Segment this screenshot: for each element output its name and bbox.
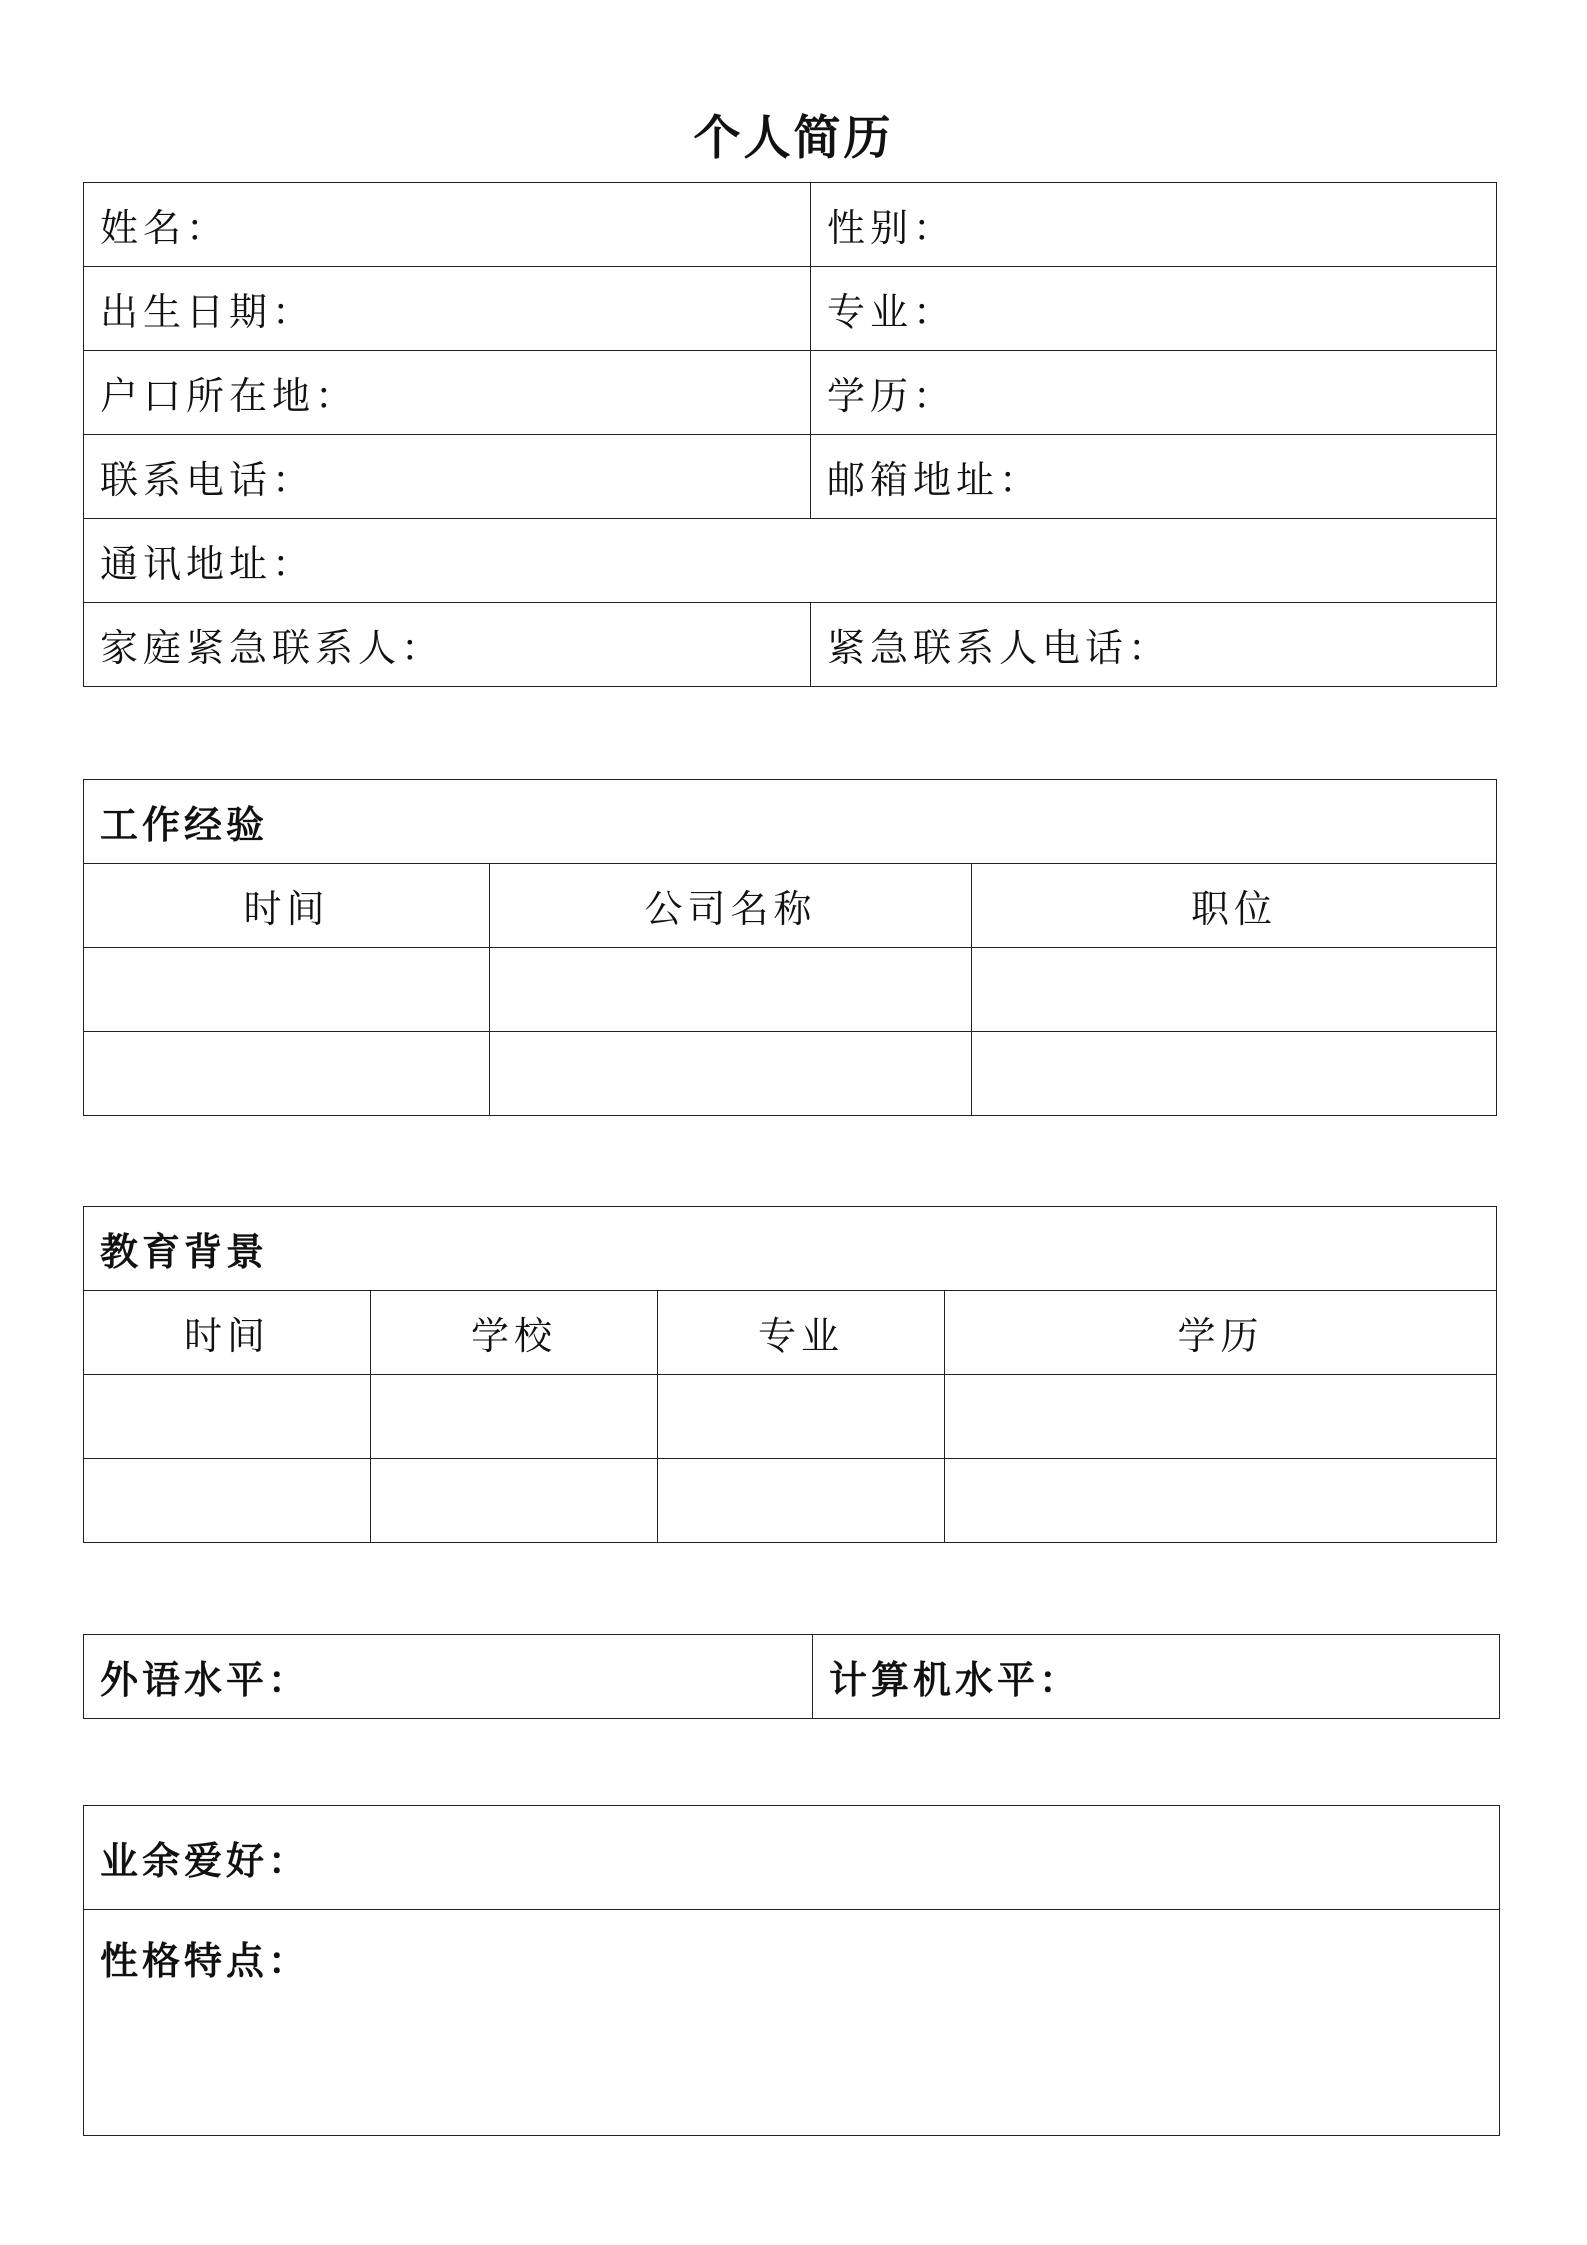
work-col-company: 公司名称 (490, 864, 972, 948)
edu-col-major: 专业 (658, 1291, 945, 1375)
page-title: 个人简历 (693, 111, 894, 166)
emergency-phone-field[interactable]: 紧急联系人电话： (811, 603, 1497, 687)
skills-table (83, 1634, 1500, 1719)
work-col-time: 时间 (84, 864, 490, 948)
education-table (83, 1206, 1497, 1543)
table-row (84, 1032, 1497, 1116)
birth-date-field[interactable]: 出生日期： (84, 267, 811, 351)
work-time-cell[interactable] (84, 1032, 490, 1116)
edu-school-cell[interactable] (371, 1375, 658, 1459)
table-row (84, 1375, 1497, 1459)
table-row (84, 948, 1497, 1032)
character-field[interactable]: 性格特点： (84, 1910, 1500, 2136)
work-section-heading: 工作经验 (84, 780, 1497, 864)
email-field[interactable]: 邮箱地址： (811, 435, 1497, 519)
education-level-field[interactable]: 学历： (811, 351, 1497, 435)
hobbies-field[interactable]: 业余爱好： (84, 1806, 1500, 1910)
work-company-cell[interactable] (490, 948, 972, 1032)
computer-skill-field[interactable]: 计算机水平： (813, 1635, 1500, 1719)
work-experience-table (83, 779, 1497, 1116)
hukou-location-field[interactable]: 户口所在地： (84, 351, 811, 435)
edu-major-cell[interactable] (658, 1459, 945, 1543)
edu-col-time: 时间 (84, 1291, 371, 1375)
work-position-cell[interactable] (972, 948, 1497, 1032)
name-field[interactable]: 姓名： (84, 183, 811, 267)
personal-table (83, 1805, 1500, 2136)
mailing-address-field[interactable]: 通讯地址： (84, 519, 1497, 603)
major-field[interactable]: 专业： (811, 267, 1497, 351)
education-section-heading: 教育背景 (84, 1207, 1497, 1291)
foreign-language-field[interactable]: 外语水平： (84, 1635, 813, 1719)
edu-time-cell[interactable] (84, 1459, 371, 1543)
work-position-cell[interactable] (972, 1032, 1497, 1116)
edu-time-cell[interactable] (84, 1375, 371, 1459)
work-col-position: 职位 (972, 864, 1497, 948)
edu-school-cell[interactable] (371, 1459, 658, 1543)
gender-field[interactable]: 性别： (811, 183, 1497, 267)
edu-col-degree: 学历 (945, 1291, 1497, 1375)
phone-field[interactable]: 联系电话： (84, 435, 811, 519)
emergency-contact-field[interactable]: 家庭紧急联系人： (84, 603, 811, 687)
edu-degree-cell[interactable] (945, 1459, 1497, 1543)
table-row (84, 1459, 1497, 1543)
edu-major-cell[interactable] (658, 1375, 945, 1459)
basic-info-table (83, 182, 1497, 687)
work-time-cell[interactable] (84, 948, 490, 1032)
edu-col-school: 学校 (371, 1291, 658, 1375)
work-company-cell[interactable] (490, 1032, 972, 1116)
edu-degree-cell[interactable] (945, 1375, 1497, 1459)
